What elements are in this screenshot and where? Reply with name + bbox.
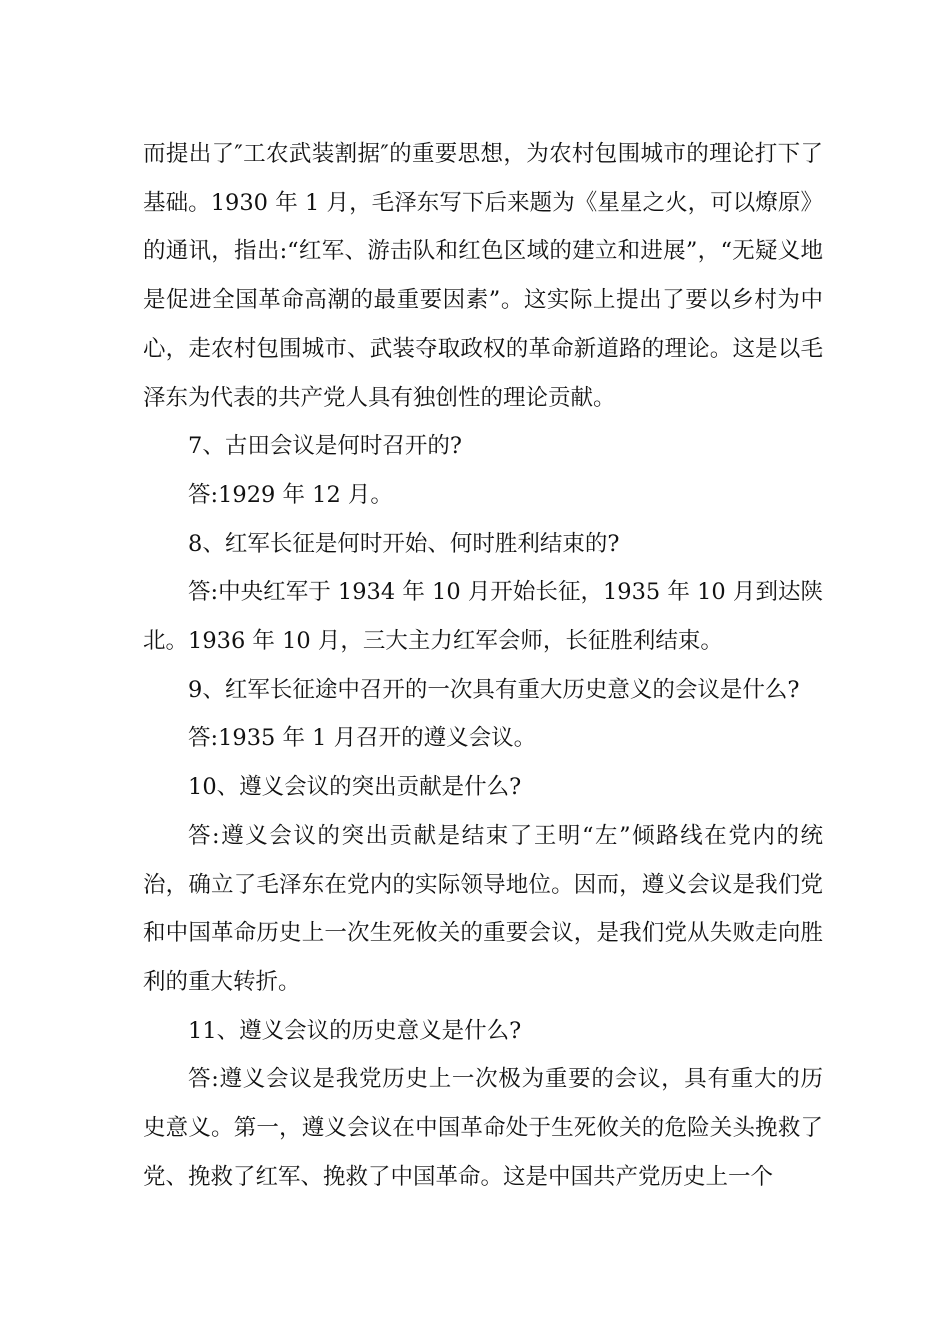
answer-8: 答:中央红军于 1934 年 10 月开始长征，1935 年 10 月到达陕北。1936 年 10 月，三大主力红军会师，长征胜利结束。 <box>143 579 823 655</box>
continuation-paragraph: 而提出了″工农武装割据″的重要思想，为农村包围城市的理论打下了基础。1930 年 1 月，毛泽东写下后来题为《星星之火，可以燎原》的通讯，指出:“红军、游击队和红色区域的建立和进展”，“无疑义地是促进全国革命高潮的最重要因素”。这实际上提出了要以乡村为中心，走农村包围城市、武装夺取政权的革命新道路的理论。这是以毛泽东为代表的共产党人具有独创性的理论贡献。 <box>143 141 823 411</box>
document-body <box>143 130 823 1201</box>
answer-9: 答:1935 年 1 月召开的遵义会议。 <box>188 725 537 752</box>
answer-11: 答:遵义会议是我党历史上一次极为重要的会议，具有重大的历史意义。第一，遵义会议在中国革命处于生死攸关的危险关头挽救了党、挽救了红军、挽救了中国革命。这是中国共产党历史上一个 <box>143 1066 823 1190</box>
question-8: 8、红军长征是何时开始、何时胜利结束的? <box>188 530 620 557</box>
answer-7: 答:1929 年 12 月。 <box>188 481 393 508</box>
answer-10: 答:遵义会议的突出贡献是结束了王明“左”倾路线在党内的统治，确立了毛泽东在党内的实际领导地位。因而，遵义会议是我们党和中国革命历史上一次生死攸关的重要会议，是我们党从失败走向胜利的重大转折。 <box>143 822 823 995</box>
question-9: 9、红军长征途中召开的一次具有重大历史意义的会议是什么? <box>188 676 800 703</box>
question-11: 11、遵义会议的历史意义是什么? <box>188 1017 522 1044</box>
question-10: 10、遵义会议的突出贡献是什么? <box>188 774 522 801</box>
question-7: 7、古田会议是何时召开的? <box>188 433 462 460</box>
